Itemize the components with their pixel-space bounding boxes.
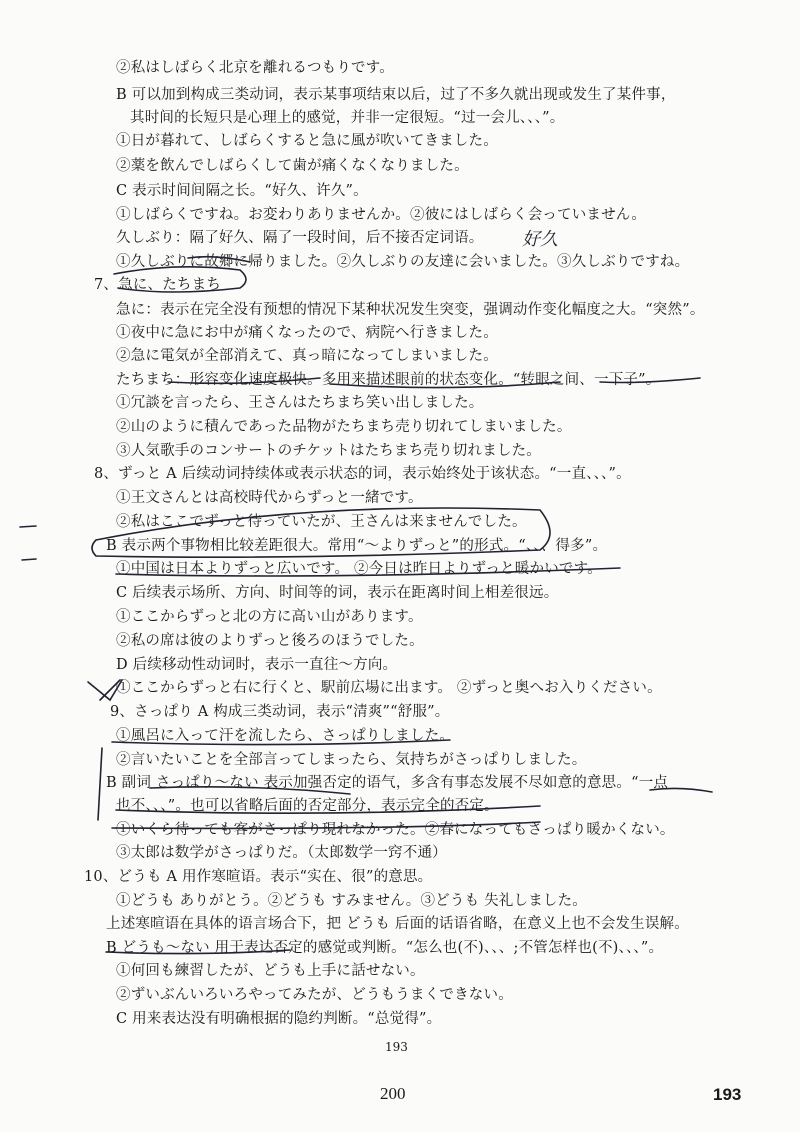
text-line: ②薬を飲んでしばらくして歯が痛くなくなりました。 [116, 158, 469, 174]
section-heading: 10、どうも A 用作寒暄语。表示“实在、很”的意思。 [84, 869, 433, 885]
text-line: ①何回も練習したが、どうも上手に話せない。 [116, 963, 425, 979]
text-line: C 用来表达没有明确根据的隐约判断。“总觉得”。 [116, 1011, 442, 1027]
text-line: ①ここからずっと右に行くと、駅前広場に出ます。 ②ずっと奥へお入りください。 [116, 680, 662, 696]
text-line: 也不、、、”。也可以省略后面的否定部分，表示完全的否定。 [116, 798, 499, 814]
text-line: ②言いたいことを全部言ってしまったら、気持ちがさっぱりしました。 [116, 752, 587, 768]
text-line: ②私の席は彼のよりずっと後ろのほうでした。 [116, 633, 424, 649]
text-line: ②私はしばらく北京を離れるつもりです。 [116, 60, 394, 76]
text-line: ①久しぶりに故郷に帰りました。②久しぶりの友達に会いました。③久しぶりですね。 [116, 254, 690, 270]
text-line: 上述寒暄语在具体的语言场合下，把 どうも 后面的话语省略，在意义上也不会发生误解。 [106, 916, 689, 932]
text-line: 其时间的长短只是心理上的感觉，并非一定很短。“过一会儿、、、”。 [130, 110, 565, 126]
text-line: ①中国は日本よりずっと広いです。 ②今日は昨日よりずっと暖かいです。 [116, 561, 602, 577]
text-line: ③人気歌手のコンサートのチケットはたちまち売り切れました。 [116, 443, 541, 459]
dash-left-2 [22, 559, 36, 560]
page-number-inner: 193 [385, 1040, 408, 1054]
text-line: ①風呂に入って汗を流したら、さっぱりしました。 [116, 728, 455, 744]
text-line: ①どうも ありがとう。②どうも すみません。③どうも 失礼しました。 [116, 893, 587, 909]
text-line: B 可以加到构成三类动词，表示某事项结束以后，过了不多久就出现或发生了某件事， [116, 87, 676, 103]
text-line: ①冗談を言ったら、王さんはたちまち笑い出しました。 [116, 395, 484, 411]
section-heading: 9、さっぱり A 构成三类动词，表示“清爽”“舒服”。 [110, 704, 450, 720]
text-line: B 表示两个事物相比较差距很大。常用“～よりずっと”的形式。“、、、得多”。 [106, 538, 608, 554]
text-line: ①夜中に急にお中が痛くなったので、病院へ行きました。 [116, 325, 498, 341]
text-line: 急に：表示在完全没有预想的情况下某种状况发生突变，强调动作变化幅度之大。“突然”。 [116, 302, 705, 318]
page-number-bold: 193 [713, 1085, 742, 1104]
text-line: C 后续表示场所、方向、时间等的词，表示在距离时间上相差很远。 [116, 585, 559, 601]
text-line: ②急に電気が全部消えて、真っ暗になってしまいました。 [116, 348, 498, 364]
text-line: 久しぶり：隔了好久、隔了一段时间，后不接否定词语。 [116, 230, 484, 246]
page-number-scan: 200 [380, 1084, 406, 1103]
handwritten-note: 好久 [522, 229, 558, 250]
text-line: ①ここからずっと北の方に高い山があります。 [116, 609, 423, 625]
text-line: ②ずいぶんいろいろやってみたが、どうもうまくできない。 [116, 987, 513, 1003]
text-line: D 后续移动性动词时，表示一直往～方向。 [116, 657, 398, 673]
text-line: B 副词 さっぱり～ない 表示加强否定的语气，多含有事态发展不尽如意的意思。“一点 [106, 775, 669, 791]
section-heading: 8、ずっと A 后续动词持续体或表示状态的词，表示始终处于该状态。“一直、、、”。 [94, 466, 631, 482]
dash-left-1 [20, 526, 36, 527]
text-line: たちまち：形容变化速度极快。多用来描述眼前的状态变化。“转眼之间、一下子”。 [116, 372, 661, 388]
text-line: B どうも～ない 用于表达否定的感觉或判断。“怎么也(不)、、、;不管怎样也(不)、、、”。 [106, 940, 664, 956]
text-line: C 表示时间间隔之长。“好久、许久”。 [116, 183, 368, 199]
text-line: ①王文さんとは高校時代からずっと一緒です。 [116, 490, 423, 506]
text-line: ①しばらくですね。お変わりありませんか。②彼にはしばらく会っていません。 [116, 207, 647, 223]
text-line: ①いくら待っても客がさっぱり現れなかった。②春になってもさっぱり暖かくない。 [116, 822, 675, 838]
text-line: ①日が暮れて、しばらくすると急に風が吹いてきました。 [116, 133, 498, 149]
section-heading: 7、急に、たちまち [94, 277, 222, 293]
text-line: ②山のように積んであった品物がたちまち売り切れてしまいました。 [116, 419, 572, 435]
text-line: ③太郎は数学がさっぱりだ。（太郎数学一窍不通） [116, 845, 447, 861]
bracket-sappari [98, 748, 102, 820]
text-line: ②私はここでずっと待っていたが、王さんは来ませんでした。 [116, 514, 527, 530]
